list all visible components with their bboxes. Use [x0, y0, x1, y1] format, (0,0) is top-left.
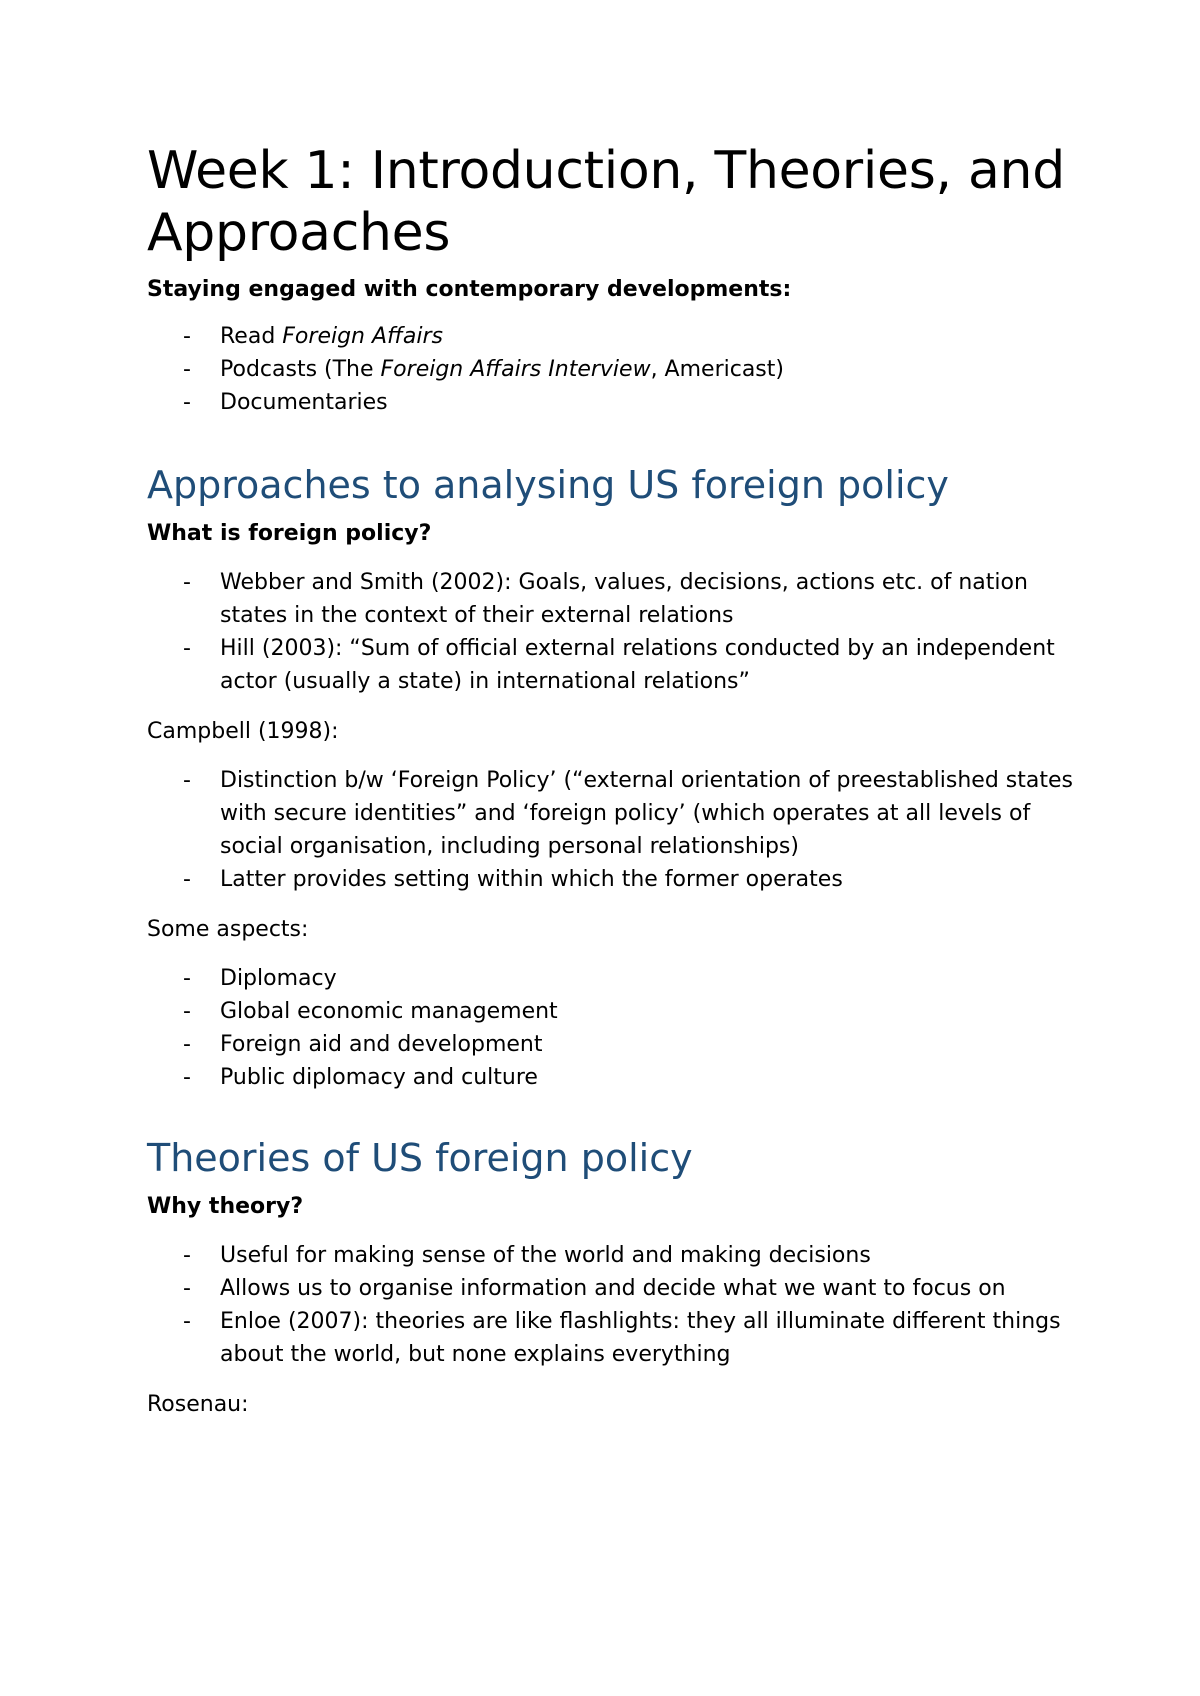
list-item: - Diplomacy [147, 962, 1077, 995]
why-list [147, 1239, 1077, 1371]
dash-bullet: - [183, 1065, 191, 1090]
campbell-list [147, 764, 1077, 896]
document-page [147, 140, 1077, 1419]
list-item: - Allows us to organise information and decide what we want to focus on [147, 1272, 1077, 1305]
page-title: Week 1: Introduction, Theories, and Approaches [147, 141, 1065, 263]
section-heading-theories: Theories of US foreign policy [147, 1136, 693, 1180]
list-item: - Read Foreign Affairs [147, 320, 1077, 353]
list-item: - Podcasts (The Foreign Affairs Interview, Americast) [147, 353, 1077, 386]
section-heading-approaches: Approaches to analysing US foreign policy [147, 463, 949, 507]
dash-bullet: - [183, 390, 191, 415]
dash-bullet: - [183, 768, 191, 793]
what-is-foreign-policy-heading: What is foreign policy? [147, 521, 432, 546]
dash-bullet: - [183, 1032, 191, 1057]
list-item: - Public diplomacy and culture [147, 1061, 1077, 1094]
list-item: - Foreign aid and development [147, 1028, 1077, 1061]
list-item: - Distinction b/w ‘Foreign Policy’ (“external orientation of preestablished states with secure identities” and ‘foreign policy’ (which operates at all levels of social organisation, including personal relationships) [147, 764, 1077, 863]
list-item: - Latter provides setting within which the former operates [147, 863, 1077, 896]
why-theory-heading: Why theory? [147, 1194, 304, 1219]
list-item: - Webber and Smith (2002): Goals, values, decisions, actions etc. of nation states in the context of their external relations [147, 566, 1077, 632]
list-item: - Documentaries [147, 386, 1077, 419]
list-item: - Hill (2003): “Sum of official external relations conducted by an independent actor (usually a state) in international relations” [147, 632, 1077, 698]
list-item: - Useful for making sense of the world and making decisions [147, 1239, 1077, 1272]
list-item: - Global economic management [147, 995, 1077, 1028]
campbell-label: Campbell (1998): [147, 719, 339, 744]
list-item: - Enloe (2007): theories are like flashlights: they all illuminate different things about the world, but none explains everything [147, 1305, 1077, 1371]
dash-bullet: - [183, 999, 191, 1024]
dash-bullet: - [183, 966, 191, 991]
dash-bullet: - [183, 867, 191, 892]
what-list [147, 566, 1077, 698]
dash-bullet: - [183, 1243, 191, 1268]
aspects-label: Some aspects: [147, 917, 309, 942]
engaged-list [147, 320, 1077, 419]
dash-bullet: - [183, 357, 191, 382]
dash-bullet: - [183, 1309, 191, 1334]
dash-bullet: - [183, 324, 191, 349]
rosenau-label: Rosenau: [147, 1392, 249, 1417]
engaged-heading: Staying engaged with contemporary developments: [147, 277, 792, 302]
dash-bullet: - [183, 636, 191, 661]
dash-bullet: - [183, 1276, 191, 1301]
aspects-list [147, 962, 1077, 1094]
dash-bullet: - [183, 570, 191, 595]
